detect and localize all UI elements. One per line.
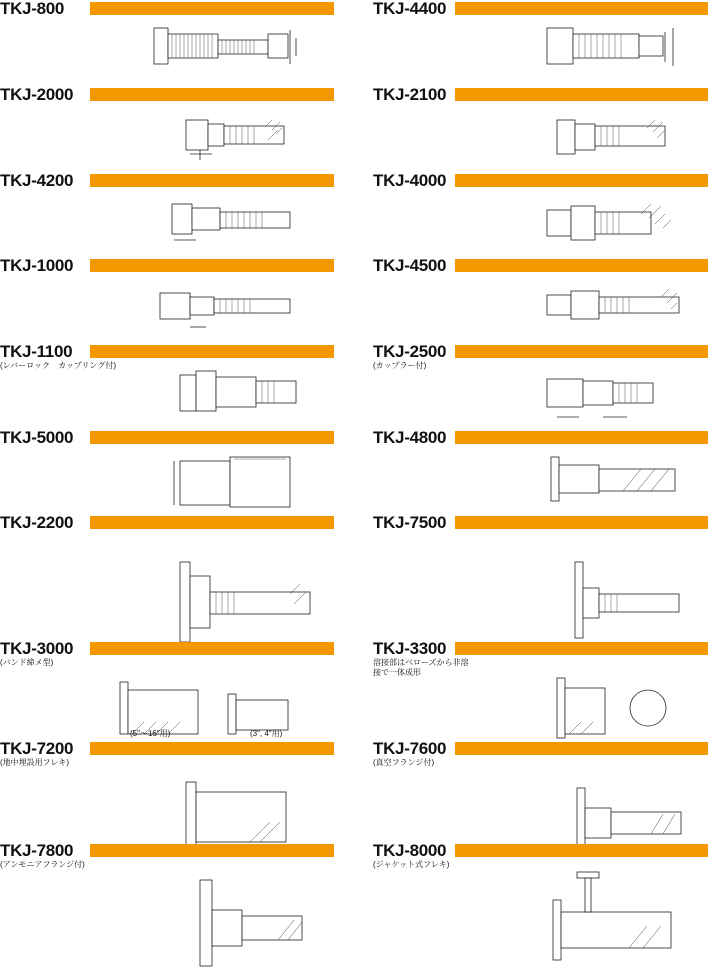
product-drawing [150,190,300,254]
model-title: TKJ-4800 [373,428,447,447]
model-title: TKJ-5000 [0,428,74,447]
title-bar [455,174,708,187]
product-tkj-4500 [373,257,709,343]
model-note: (レバーロック カップリング付) [0,361,117,370]
product-drawing [150,758,300,854]
model-title: TKJ-4500 [373,256,447,275]
product-tkj-1100 [0,343,340,429]
model-title: TKJ-1000 [0,256,74,275]
title-bar [90,259,334,272]
product-drawing [150,104,300,168]
model-title: TKJ-7500 [373,513,447,532]
model-title: TKJ-4200 [0,171,74,190]
title-bar [90,2,334,15]
model-note: (カップラー付) [373,361,427,370]
product-tkj-7600 [373,740,709,826]
product-drawing [533,758,693,854]
title-bar [90,844,334,857]
model-title: TKJ-1100 [0,342,73,361]
title-bar [90,642,334,655]
model-title: TKJ-3000 [0,639,74,658]
model-title: TKJ-2100 [373,85,447,104]
model-note: (バンド締メ型) [0,658,54,667]
product-tkj-2100 [373,86,709,172]
product-tkj-4800 [373,429,709,515]
product-drawing [533,860,693,960]
model-note: (地中埋設用フレキ) [0,758,70,767]
title-bar [455,742,708,755]
product-tkj-3000 [0,639,340,738]
product-drawing [533,104,683,168]
product-drawing [533,18,693,78]
product-tkj-5000 [0,429,340,515]
model-title: TKJ-7600 [373,739,447,758]
title-bar [455,516,708,529]
title-bar [90,431,334,444]
model-title: TKJ-800 [0,0,65,18]
product-drawing [150,532,320,642]
title-bar [455,431,708,444]
product-tkj-8000 [373,842,709,928]
product-tkj-4200 [0,172,340,258]
title-bar [455,642,708,655]
product-drawing [150,447,310,511]
product-tkj-2000 [0,86,340,172]
caption-large: (5″〜16″用) [130,729,171,738]
product-drawing [150,860,320,968]
title-bar [455,88,708,101]
product-tkj-2500 [373,343,709,429]
model-note: 溶接部はベローズから非溶接で一体成形 [373,658,469,677]
model-title: TKJ-2200 [0,513,74,532]
product-drawing [533,190,693,254]
title-bar [90,742,334,755]
product-drawing [150,275,300,339]
title-bar [455,345,708,358]
title-bar [90,88,334,101]
model-note: (ジャケット式フレキ) [373,860,450,869]
product-tkj-7500 [373,514,709,600]
model-title: TKJ-7800 [0,841,74,860]
product-drawing [533,447,693,511]
model-note: (真空フランジ付) [373,758,435,767]
product-tkj-7200 [0,740,340,826]
title-bar [90,516,334,529]
title-bar [90,345,334,358]
product-tkj-3300 [373,640,709,726]
title-bar [455,259,708,272]
model-title: TKJ-2000 [0,85,74,104]
product-tkj-7800 [0,842,340,928]
product-drawing [150,18,310,78]
model-note: (アンモニアフランジ付) [0,860,85,869]
model-title: TKJ-3300 [373,639,447,658]
model-title: TKJ-7200 [0,739,74,758]
product-drawing [533,361,693,425]
model-title: TKJ-4000 [373,171,447,190]
product-tkj-800 [0,0,340,86]
product-tkj-4400 [373,0,709,86]
product-tkj-1000 [0,257,340,343]
product-drawing [533,532,693,642]
model-title: TKJ-2500 [373,342,447,361]
model-title: TKJ-4400 [373,0,447,18]
title-bar [455,844,708,857]
product-drawing [150,361,310,425]
title-bar [455,2,708,15]
product-drawing [533,275,693,339]
product-tkj-4000 [373,172,709,258]
title-bar [90,174,334,187]
caption-small: (3″, 4″用) [250,729,283,738]
model-title: TKJ-8000 [373,841,447,860]
product-tkj-2200 [0,514,340,600]
